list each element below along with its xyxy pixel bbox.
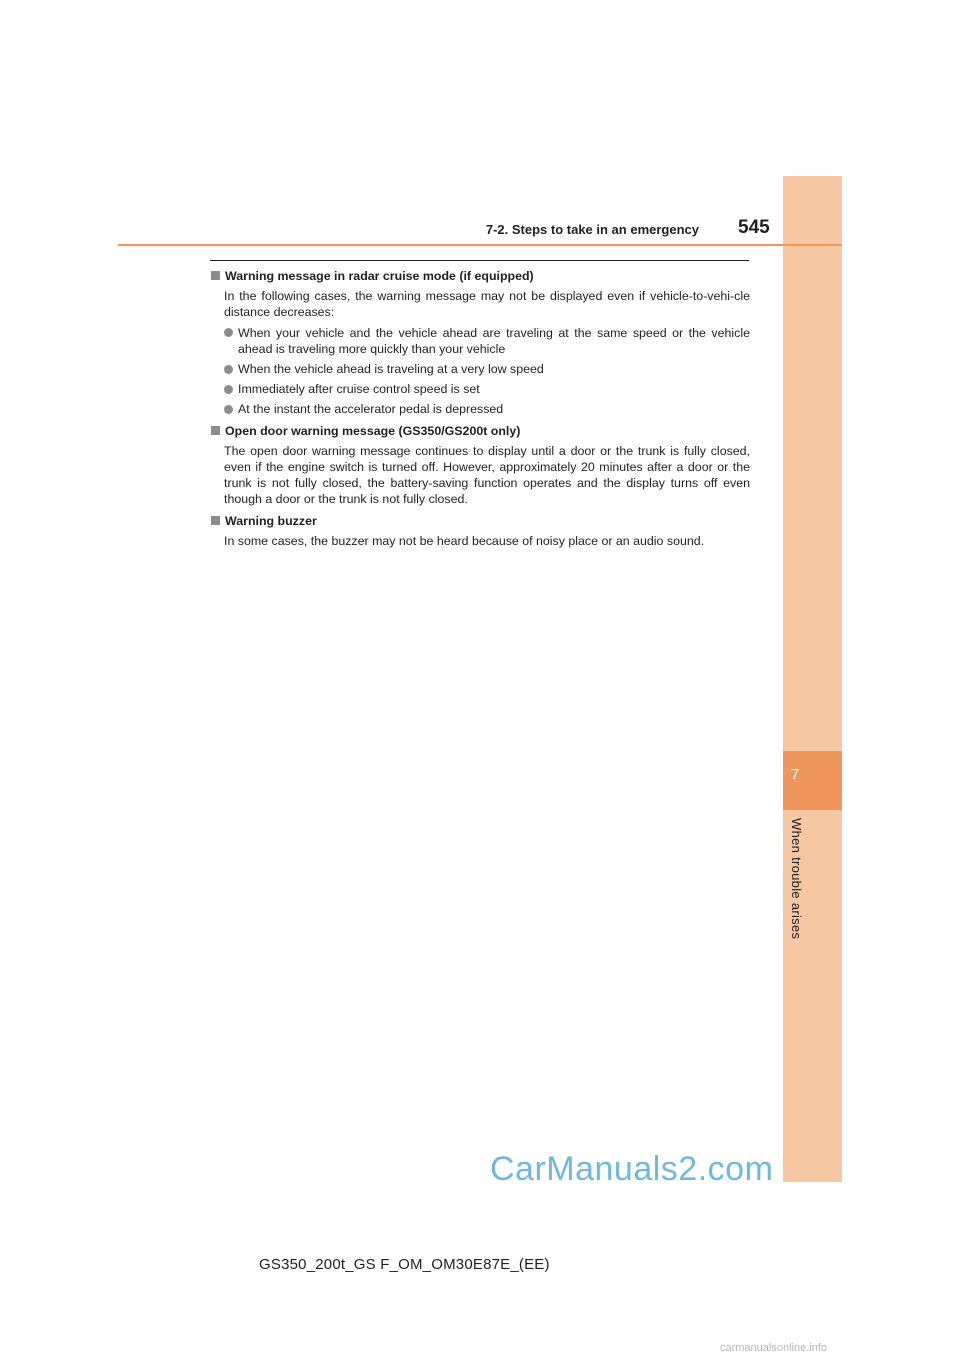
square-bullet-icon [211,271,220,280]
list-item [209,325,750,357]
chapter-title: When trouble arises [789,818,804,940]
section-heading-text: Open door warning message (GS350/GS200t only) [225,423,521,438]
square-bullet-icon [211,426,220,435]
list-item [209,361,750,377]
page-content [209,268,750,549]
chapter-number: 7 [790,766,800,783]
source-watermark: carmanualsonline.info [720,1342,828,1354]
dot-bullet-icon [224,365,233,374]
section-paragraph: The open door warning message continues to display until a door or the trunk is fully closed, even if the engine switch is turned off. However, approximately 20 minutes after a door or the trunk is not fully closed, the battery-saving function operates and the display turns off even though a door or the trunk is not fully closed. [224,443,750,507]
page-number: 545 [738,217,770,238]
square-bullet-icon [211,516,220,525]
list-item-text: Immediately after cruise control speed is set [238,382,480,397]
section-heading [209,513,750,529]
list-item [209,401,750,417]
header-rule [118,244,842,246]
dot-bullet-icon [224,385,233,394]
watermark-link[interactable]: CarManuals2.com [490,1150,774,1188]
section-heading [209,423,750,439]
side-strip [783,176,842,1182]
dot-bullet-icon [224,405,233,414]
section-paragraph: In some cases, the buzzer may not be heard because of noisy place or an audio sound. [224,533,705,548]
section-heading [209,268,750,284]
content-divider [210,260,749,261]
section-heading-text: Warning buzzer [225,513,317,528]
list-item-text: When your vehicle and the vehicle ahead are traveling at the same speed or the vehicle ahead is traveling more quickly than your vehicle [238,325,750,356]
section-heading-text: Warning message in radar cruise mode (if equipped) [225,269,534,283]
section-paragraph: In the following cases, the warning message may not be displayed even if vehicle-to-vehi-cle distance decreases: [224,289,750,320]
list-item-text: At the instant the accelerator pedal is depressed [238,402,504,417]
list-item-text: When the vehicle ahead is traveling at a very low speed [238,362,544,377]
footer-doc-code: GS350_200t_GS F_OM_OM30E87E_(EE) [259,1256,550,1273]
list-item [209,381,750,397]
section-title: 7-2. Steps to take in an emergency [485,222,699,237]
dot-bullet-icon [224,328,233,337]
